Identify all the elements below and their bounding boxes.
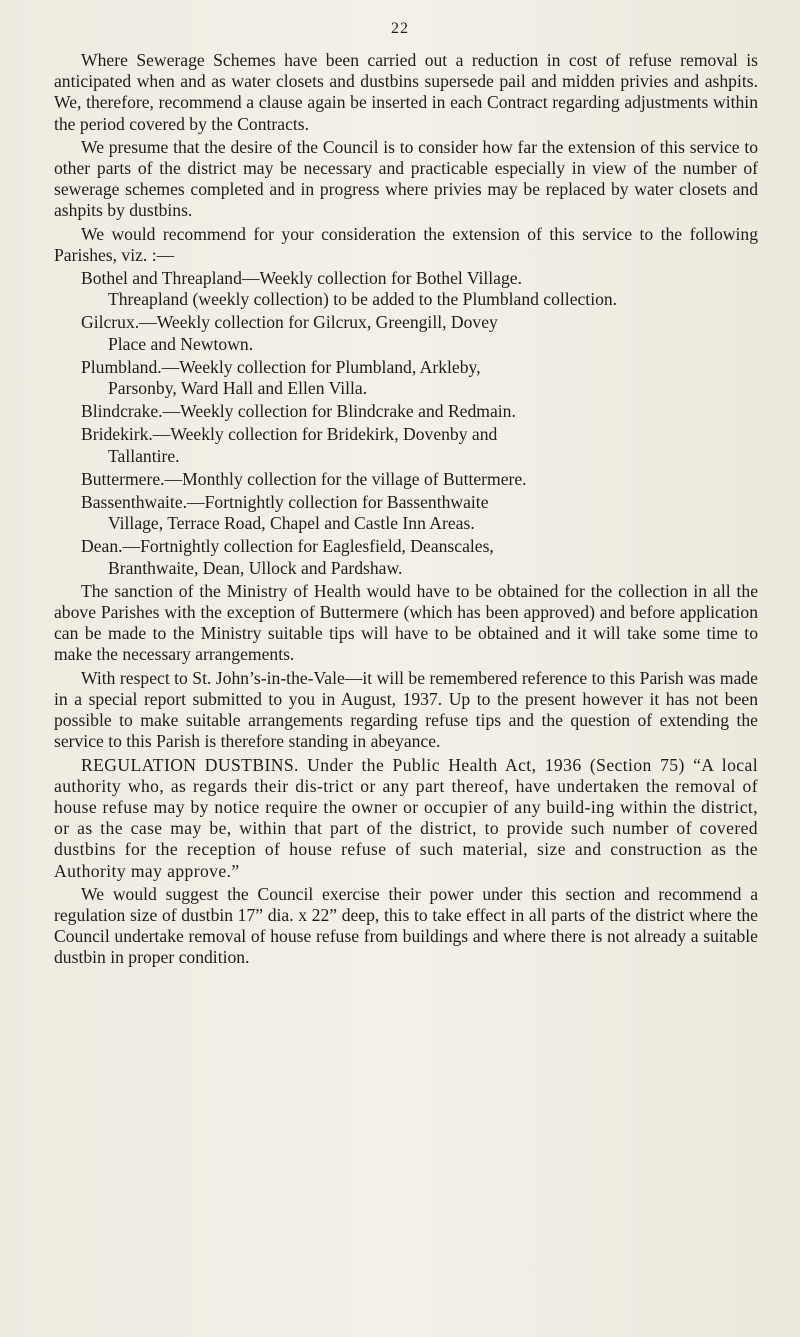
parish-entry-line: Blindcrake.—Weekly collection for Blindcrake and Redmain.: [81, 401, 516, 422]
parish-entry-continuation: Place and Newtown.: [108, 333, 254, 354]
parish-entry-continuation: Tallantire.: [108, 445, 180, 466]
paragraph-sewerage-schemes: Where Sewerage Schemes have been carried out a reduction in cost of refuse removal is anticipated when and as water closets and dustbins supersede pail and midden privies and ashpits. We, therefore, recommend a clause again be inserted in each Contract regarding adjustments within the period covered by the Contracts.: [54, 50, 758, 134]
parish-entry-line: Dean.—Fortnightly collection for Eaglesfield, Deanscales,: [81, 536, 494, 557]
paragraph-extension-of-service: We presume that the desire of the Council is to consider how far the extension of this service to other parts of the district may be necessary and practicable especially in view of the number of sewerage schemes completed and in progress where privies may be replaced by water closets and ashpits by dustbins.: [54, 136, 758, 221]
parish-entry-continuation: Branthwaite, Dean, Ullock and Pardshaw.: [108, 557, 403, 578]
parish-entry-bassenthwaite: [54, 492, 758, 534]
parish-entry-line: Gilcrux.—Weekly collection for Gilcrux, Greengill, Dovey: [81, 312, 498, 333]
parish-entry-plumbland: [54, 357, 758, 399]
parish-entry-line: Bassenthwaite.—Fortnightly collection for Bassenthwaite: [81, 492, 489, 513]
paragraph-ministry-sanction: The sanction of the Ministry of Health would have to be obtained for the collection in all the above Parishes with the exception of Buttermere (which has been approved) and before application can be made to the Ministry suitable tips will have to be obtained and it will take some time to make the necessary arrangements.: [54, 580, 758, 665]
paragraph-recommendation: We would recommend for your consideration the extension of this service to the following Parishes, viz. :—: [54, 223, 758, 265]
paragraph-regulation-dustbins: REGULATION DUSTBINS. Under the Public Health Act, 1936 (Section 75) “A local authority who, as regards their dis-trict or any part thereof, have undertaken the removal of house refuse may by notice require the owner or occupier of any build-ing within the district, or as the case may be, within that part of the district, to provide such number of covered dustbins for the reception of house refuse of such material, size and construction as the Authority may approve.”: [54, 754, 758, 881]
document-body: [54, 50, 758, 971]
parish-entry-buttermere: [54, 469, 758, 490]
parish-entry-bridekirk: [54, 424, 758, 466]
parish-entry-line: Buttermere.—Monthly collection for the village of Buttermere.: [81, 468, 527, 489]
parish-entry-bothel: [54, 268, 758, 310]
paragraph-dustbin-size: We would suggest the Council exercise their power under this section and recommend a regulation size of dustbin 17” dia. x 22” deep, this to take effect in all parts of the district where the Council undertake removal of house refuse from buildings and where there is not already a suitable dustbin in proper condition.: [54, 883, 758, 968]
parish-entry-blindcrake: [54, 401, 758, 422]
parish-entry-continuation: Village, Terrace Road, Chapel and Castle Inn Areas.: [108, 513, 475, 534]
parish-entry-line: Bothel and Threapland—Weekly collection for Bothel Village.: [81, 268, 522, 289]
parish-list: [54, 268, 758, 579]
parish-entry-gilcrux: [54, 312, 758, 354]
paragraph-st-johns-in-the-vale: With respect to St. John’s-in-the-Vale—it will be remembered reference to this Parish was made in a special report submitted to you in August, 1937. Up to the present however it has not been possible to make suitable arrangements regarding refuse tips and the question of extending the service to this Parish is therefore standing in abeyance.: [54, 667, 758, 752]
parish-entry-line: Bridekirk.—Weekly collection for Bridekirk, Dovenby and: [81, 424, 498, 445]
parish-entry-continuation: Threapland (weekly collection) to be added to the Plumbland collection.: [108, 289, 618, 310]
parish-entry-dean: [54, 536, 758, 578]
parish-entry-continuation: Parsonby, Ward Hall and Ellen Villa.: [108, 378, 368, 399]
parish-entry-line: Plumbland.—Weekly collection for Plumbland, Arkleby,: [81, 356, 481, 377]
page-number: 22: [391, 20, 409, 37]
